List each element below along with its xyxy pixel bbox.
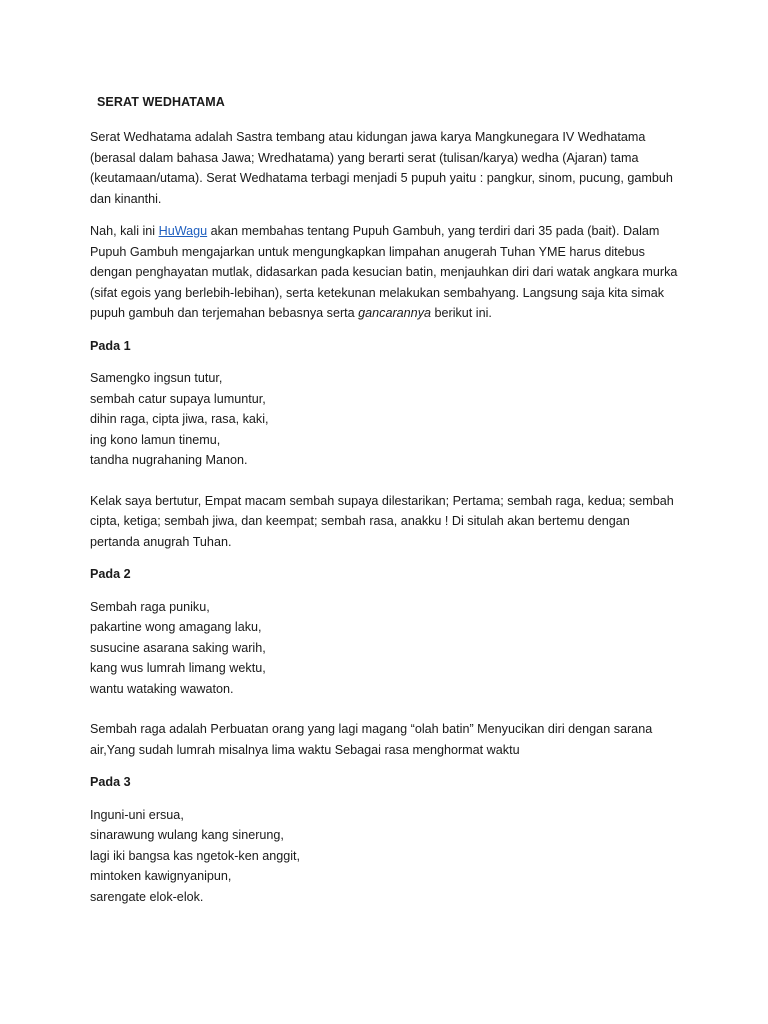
verse-line: Samengko ingsun tutur,	[90, 371, 223, 385]
verse-line: lagi iki bangsa kas ngetok-ken anggit,	[90, 848, 301, 863]
document-title: SERAT WEDHATAMA	[97, 95, 225, 109]
context-text-start: Nah, kali ini	[90, 224, 159, 238]
verse-line: ing kono lamun tinemu,	[90, 432, 221, 447]
verse-line: sembah catur supaya lumuntur,	[90, 391, 266, 406]
verse-line: sarengate elok-elok.	[90, 889, 204, 904]
verse-line: Inguni-uni ersua,	[90, 807, 184, 822]
verse-line: Sembah raga puniku,	[90, 599, 210, 614]
pada-1-verse	[90, 368, 708, 471]
pada-2-heading: Pada 2	[90, 567, 131, 581]
verse-line: wantu wataking wawaton.	[90, 681, 234, 696]
verse-line: kang wus lumrah limang wektu,	[90, 661, 266, 675]
pada-2-verse	[90, 597, 708, 700]
context-text-middle: akan membahas tentang Pupuh Gambuh, yang terdiri dari 35 pada (bait). Dalam Pupuh Gambuh mengajarkan untuk mengungkapkan limpahan anugerah Tuhan YME harus ditebus dengan penghayatan mutlak, didasarkan pada kesucian batin, menjauhkan diri dari watak angkara murka (sifat egois yang berlebih-lebihan), serta ketekunan melakukan sembahyang. Langsung saja kita simak pupuh gambuh dan terjemahan bebasnya serta	[90, 224, 678, 320]
pada-1-translation: Kelak saya bertutur, Empat macam sembah supaya dilestarikan; Pertama; sembah raga, kedua; sembah cipta, ketiga; sembah jiwa, dan keempat; sembah rasa, anakku ! Di situlah akan bertemu dengan pertanda anugrah Tuhan.	[90, 493, 674, 549]
pada-2-translation: Sembah raga adalah Perbuatan orang yang lagi magang “olah batin” Menyucikan diri dengan sarana air,Yang sudah lumrah misalnya lima waktu Sebagai rasa menghormat waktu	[90, 722, 653, 757]
pada-3-verse	[90, 805, 708, 908]
gancarannya-italic-text: gancarannya	[358, 306, 431, 320]
context-text-end: berikut ini.	[431, 306, 492, 320]
verse-line: sinarawung wulang kang sinerung,	[90, 828, 284, 842]
huwagu-link[interactable]: HuWagu	[158, 224, 208, 238]
verse-line: mintoken kawignyanipun,	[90, 869, 232, 883]
intro-paragraph: Serat Wedhatama adalah Sastra tembang atau kidungan jawa karya Mangkunegara IV Wedhatama (berasal dalam bahasa Jawa; Wredhatama) yang berarti serat (tulisan/karya) wedha (Ajaran) tama (keutamaan/utama). Serat Wedhatama terbagi menjadi 5 pupuh yaitu : pangkur, sinom, pucung, gambuh dan kinanthi.	[90, 130, 673, 206]
pada-1-heading: Pada 1	[90, 338, 131, 353]
context-paragraph	[90, 221, 680, 324]
pada-3-heading: Pada 3	[90, 775, 131, 789]
verse-line: dihin raga, cipta jiwa, rasa, kaki,	[90, 412, 269, 426]
verse-line: tandha nugrahaning Manon.	[90, 453, 248, 467]
verse-line: susucine asarana saking warih,	[90, 640, 266, 655]
verse-line: pakartine wong amagang laku,	[90, 620, 262, 634]
